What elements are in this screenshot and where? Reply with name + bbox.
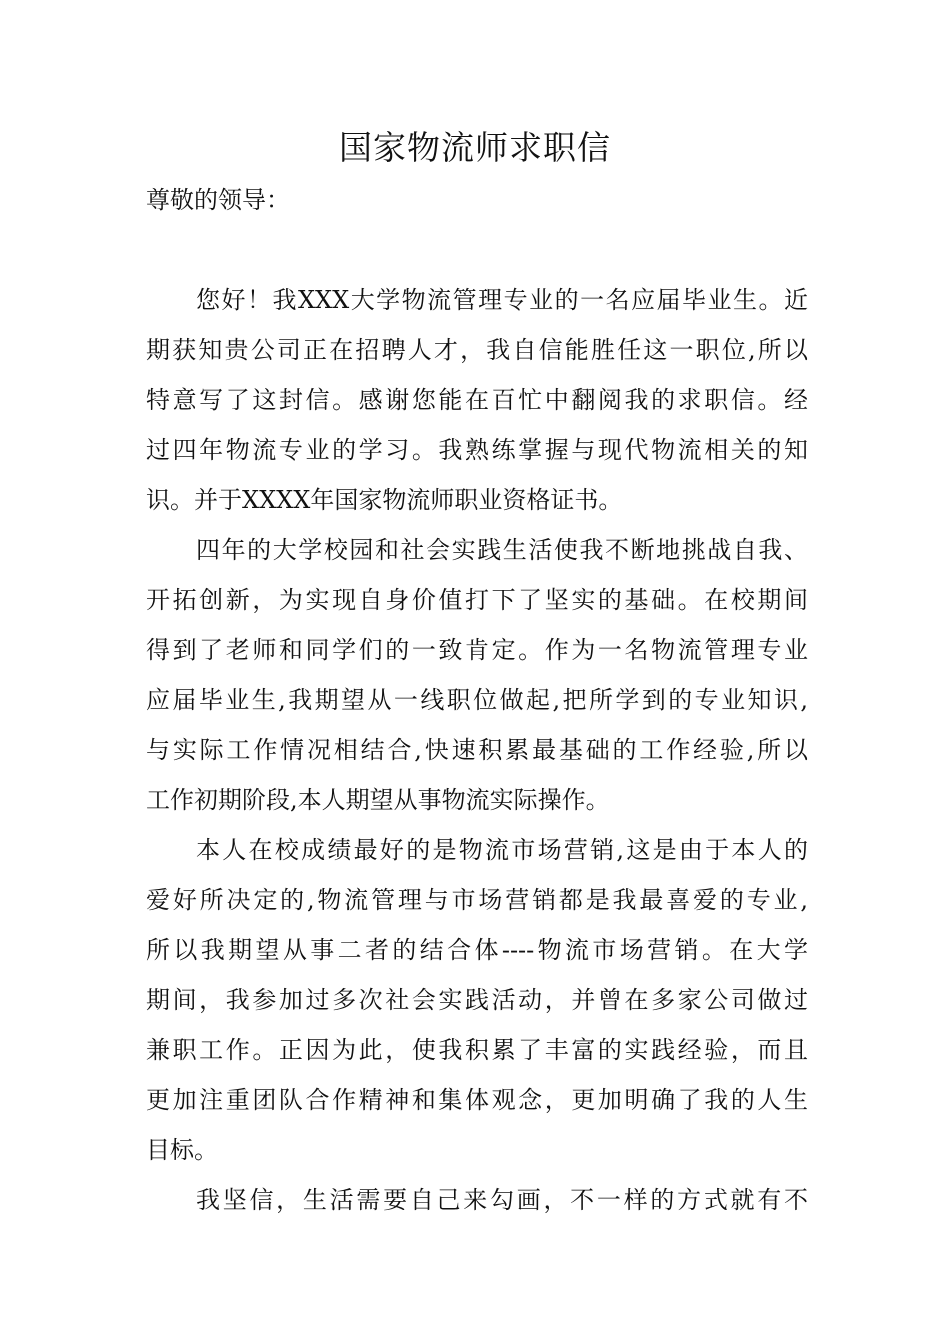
body-line: 过四年物流专业的学习。我熟练掌握与现代物流相关的知 xyxy=(146,436,808,464)
body-line: 识。并于XXXX年国家物流师职业资格证书。 xyxy=(146,486,623,514)
body-line: 得到了老师和同学们的一致肯定。作为一名物流管理专业 xyxy=(146,636,808,664)
body-line: 爱好所决定的,物流管理与市场营销都是我最喜爱的专业, xyxy=(146,886,808,914)
body-line: 四年的大学校园和社会实践生活使我不断地挑战自我、 xyxy=(196,536,808,564)
body-line: 与实际工作情况相结合,快速积累最基础的工作经验,所以 xyxy=(146,736,808,764)
salutation: 尊敬的领导： xyxy=(146,186,290,214)
body-line: 您好！我XXX大学物流管理专业的一名应届毕业生。近 xyxy=(196,286,808,314)
body-line: 期间，我参加过多次社会实践活动，并曾在多家公司做过 xyxy=(146,986,808,1014)
body-line: 应届毕业生,我期望从一线职位做起,把所学到的专业知识, xyxy=(146,686,808,714)
body-line: 特意写了这封信。感谢您能在百忙中翻阅我的求职信。经 xyxy=(146,386,808,414)
body-line: 所以我期望从事二者的结合体----物流市场营销。在大学 xyxy=(146,936,808,964)
body-line: 兼职工作。正因为此，使我积累了丰富的实践经验，而且 xyxy=(146,1036,808,1064)
body-line: 我坚信，生活需要自己来勾画，不一样的方式就有不 xyxy=(196,1186,808,1214)
document-title: 国家物流师求职信 xyxy=(339,128,611,167)
body-line: 本人在校成绩最好的是物流市场营销,这是由于本人的 xyxy=(196,836,808,864)
body-line: 目标。 xyxy=(146,1136,218,1164)
body-line: 期获知贵公司正在招聘人才，我自信能胜任这一职位,所以 xyxy=(146,336,808,364)
body-line: 工作初期阶段,本人期望从事物流实际操作。 xyxy=(146,786,610,814)
body-line: 开拓创新，为实现自身价值打下了坚实的基础。在校期间 xyxy=(146,586,808,614)
body-line: 更加注重团队合作精神和集体观念，更加明确了我的人生 xyxy=(146,1086,808,1114)
